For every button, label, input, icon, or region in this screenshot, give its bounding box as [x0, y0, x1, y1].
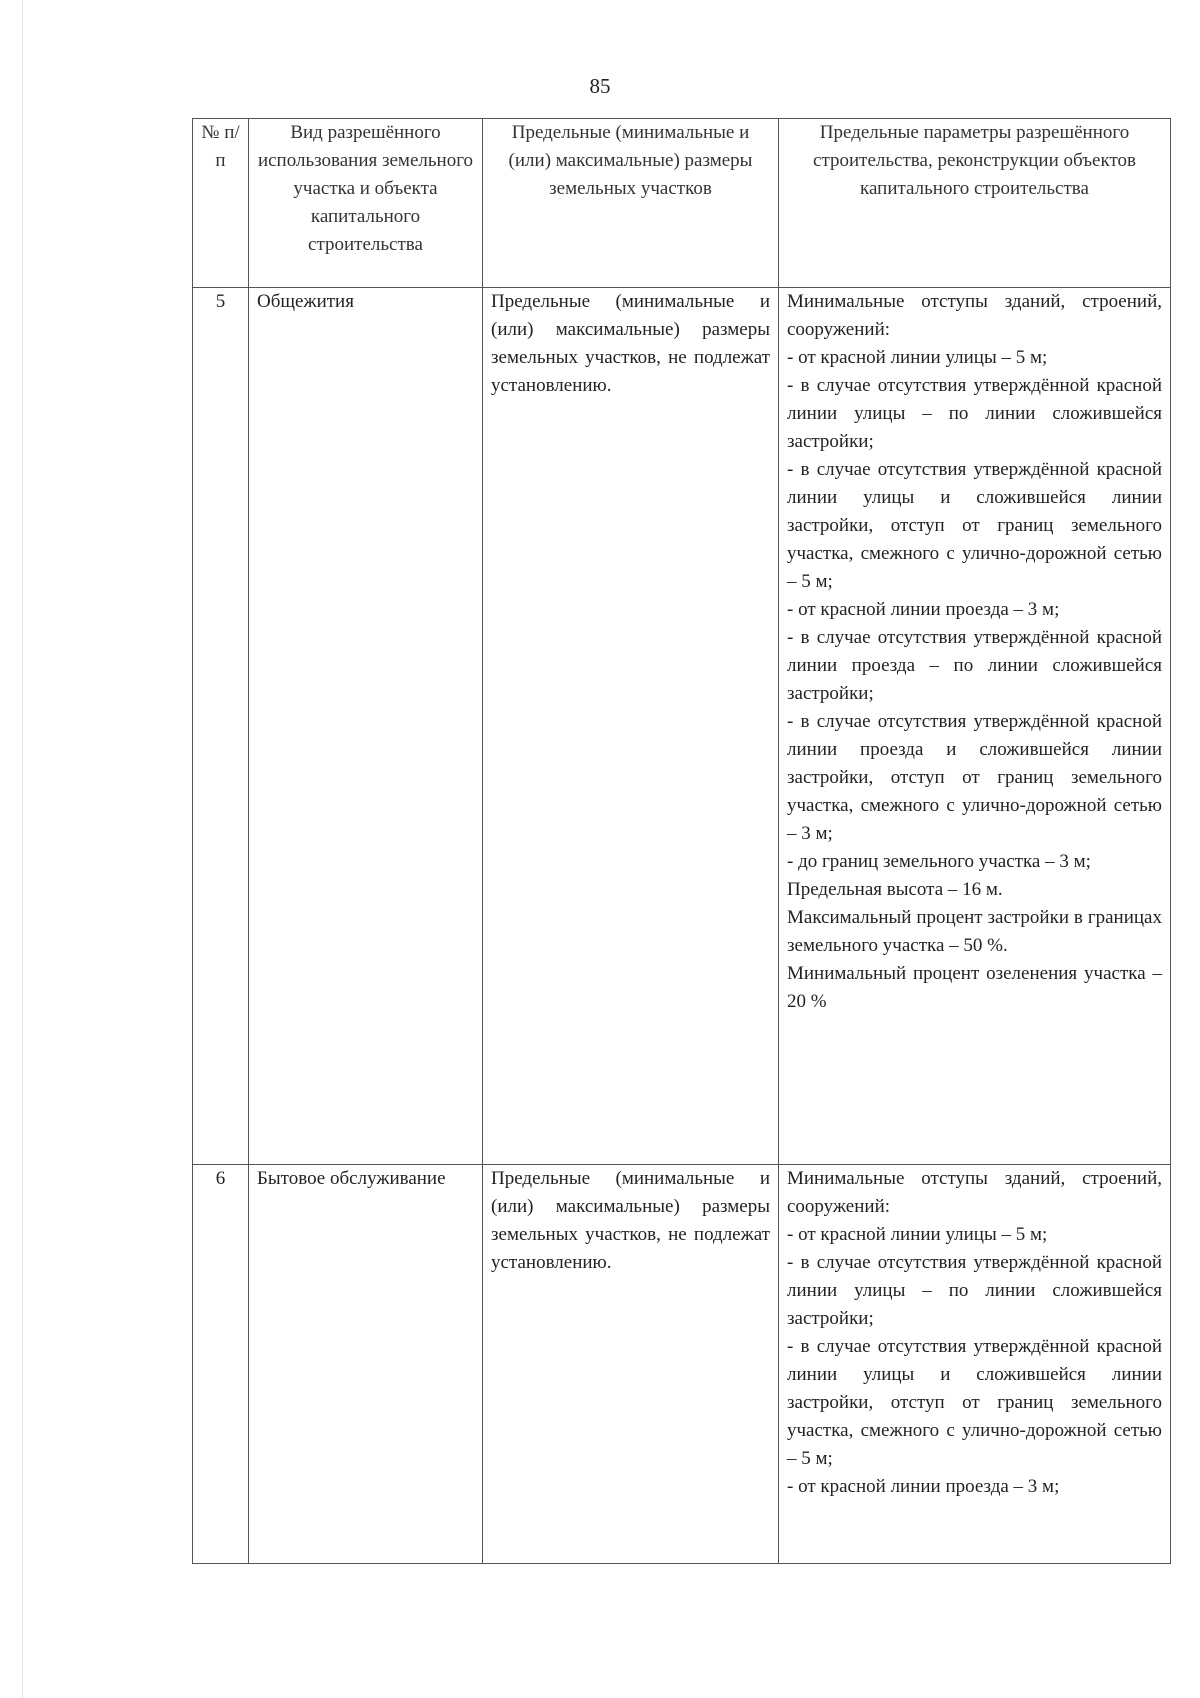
table-row — [193, 288, 1171, 1165]
header-number: № п/п — [193, 119, 249, 288]
param-line: - в случае отсутствия утверждённой красной линии проезда и сложившейся линии застройки, отступ от границ земельного участка, смежного с улично-дорожной сетью – 3 м; — [787, 711, 1162, 844]
param-line: Минимальные отступы зданий, строений, сооружений: — [787, 1168, 1162, 1217]
page-margin-line — [22, 0, 23, 1698]
param-line: Предельная высота – 16 м. — [787, 879, 1003, 900]
param-line: Максимальный процент застройки в границах земельного участка – 50 %. — [787, 907, 1162, 956]
header-plot-size: Предельные (минимальные и (или) максимальные) размеры земельных участков — [483, 119, 779, 288]
param-line: Минимальный процент озеленения участка – 20 % — [787, 963, 1162, 1012]
row-permitted-use: Общежития — [249, 288, 483, 1165]
row-construction-params — [779, 1165, 1171, 1564]
row-number: 6 — [193, 1165, 249, 1564]
param-line: - от красной линии улицы – 5 м; — [787, 1224, 1048, 1245]
param-line: - от красной линии проезда – 3 м; — [787, 599, 1060, 620]
row-construction-params — [779, 288, 1171, 1165]
table-header-row — [193, 119, 1171, 288]
param-line: - от красной линии улицы – 5 м; — [787, 347, 1048, 368]
zoning-parameters-table — [192, 118, 1171, 1564]
table-row — [193, 1165, 1171, 1564]
page-number: 85 — [589, 74, 611, 98]
header-permitted-use: Вид разрешённого использования земельного участка и объекта капитального строительства — [249, 119, 483, 288]
param-line: - в случае отсутствия утверждённой красной линии улицы и сложившейся линии застройки, отступ от границ земельного участка, смежного с улично-дорожной сетью – 5 м; — [787, 459, 1162, 592]
row-plot-size: Предельные (минимальные и (или) максимальные) размеры земельных участков, не подлежат установлению. — [483, 288, 779, 1165]
param-line: - в случае отсутствия утверждённой красной линии проезда – по линии сложившейся застройки; — [787, 627, 1162, 704]
param-line: - в случае отсутствия утверждённой красной линии улицы – по линии сложившейся застройки; — [787, 375, 1162, 452]
row-number: 5 — [193, 288, 249, 1165]
param-line: Минимальные отступы зданий, строений, сооружений: — [787, 291, 1162, 340]
row-permitted-use: Бытовое обслуживание — [249, 1165, 483, 1564]
param-line: - в случае отсутствия утверждённой красной линии улицы – по линии сложившейся застройки; — [787, 1252, 1162, 1329]
param-line: - до границ земельного участка – 3 м; — [787, 851, 1091, 872]
param-line: - от красной линии проезда – 3 м; — [787, 1476, 1060, 1497]
param-line: - в случае отсутствия утверждённой красной линии улицы и сложившейся линии застройки, отступ от границ земельного участка, смежного с улично-дорожной сетью – 5 м; — [787, 1336, 1162, 1469]
row-plot-size: Предельные (минимальные и (или) максимальные) размеры земельных участков, не подлежат установлению. — [483, 1165, 779, 1564]
header-construction-params: Предельные параметры разрешённого строительства, реконструкции объектов капитального строительства — [779, 119, 1171, 288]
